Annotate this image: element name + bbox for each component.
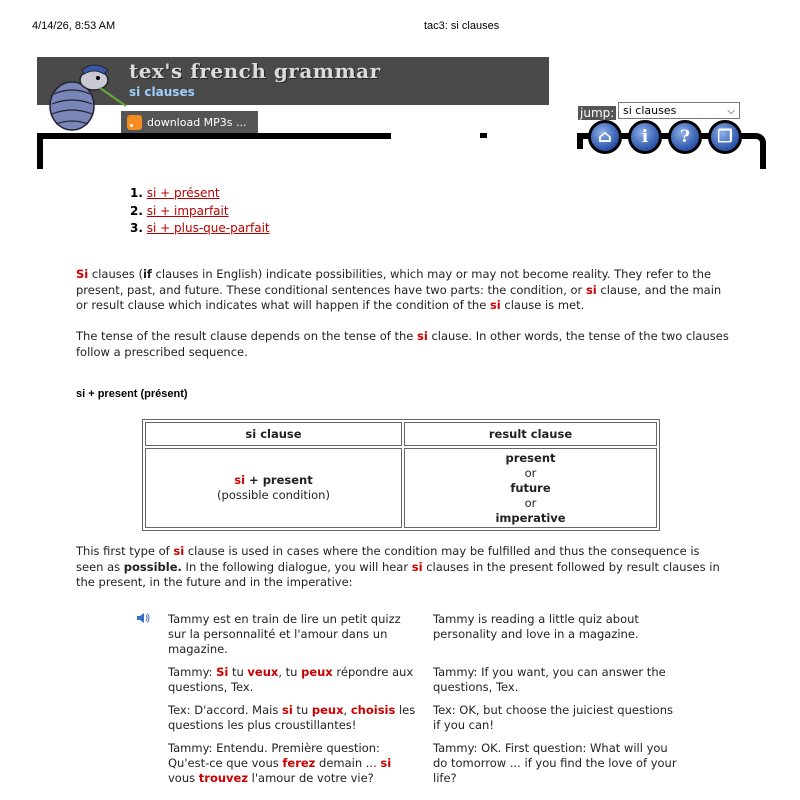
- table-header-result-clause: result clause: [404, 422, 657, 446]
- toc-link-si-plus-que-parfait[interactable]: si + plus-que-parfait: [146, 221, 270, 235]
- explanation-paragraph: This first type of si clause is used in cases where the condition may be fulfilled and thus the consequence is seen as possible. In the following dialogue, you will hear si clauses in the present followed by result clauses in the present, in the future and in the imperative:: [76, 544, 720, 589]
- table-cell-result-clause: present or future or imperative: [404, 448, 657, 528]
- site-brand: tex's french grammar: [129, 59, 381, 83]
- info-icon[interactable]: i: [628, 120, 662, 154]
- frame-right-tick: [577, 133, 583, 149]
- dialogue-english: Tammy: If you want, you can answer the questions, Tex.: [433, 665, 666, 694]
- dialogue-french: Tammy: Si tu veux, tu peux répondre aux questions, Tex.: [168, 665, 414, 694]
- dialogue-english: Tex: OK, but choose the juiciest questions if you can!: [433, 703, 673, 732]
- toc-link-si-present[interactable]: si + présent: [146, 186, 220, 200]
- rss-icon: [127, 115, 142, 130]
- jump-selected: si clauses: [623, 104, 677, 117]
- home-icon[interactable]: ⌂: [588, 120, 622, 154]
- print-date: 4/14/26, 8:53 AM: [32, 20, 116, 32]
- toc-item: 2. si + imparfait: [130, 203, 229, 218]
- section-heading-si-present: si + present (présent): [76, 388, 188, 400]
- dialogue-row: [168, 665, 688, 703]
- dialogue-french: Tex: D'accord. Mais si tu peux, choisis les questions les plus croustillantes!: [168, 703, 416, 732]
- frame-top-left: [37, 133, 391, 139]
- dialogue-french: Tammy: Entendu. Première question: Qu'est-ce que vous ferez demain ... si vous trouvez l'amour de votre vie?: [168, 741, 392, 785]
- download-mp3s-button[interactable]: [121, 111, 258, 133]
- print-title: tac3: si clauses: [424, 20, 500, 32]
- dialogue-row: [168, 741, 688, 791]
- print-header: [0, 20, 800, 34]
- intro-paragraph-2: The tense of the result clause depends on the tense of the si clause. In other words, the tense of the two clauses follow a prescribed sequence.: [76, 329, 729, 359]
- toc-item: 3. si + plus-que-parfait: [130, 221, 270, 235]
- jump-select[interactable]: [618, 102, 740, 119]
- dialogue-english: Tammy: OK. First question: What will you do tomorrow ... if you find the love of your life?: [433, 741, 677, 785]
- dialogue-row: [168, 612, 688, 665]
- dialogue-row: [168, 703, 688, 741]
- page-subtitle: si clauses: [129, 85, 195, 99]
- help-icon[interactable]: ?: [668, 120, 702, 154]
- dialogue: [168, 612, 688, 791]
- dialogue-french: Tammy est en train de lire un petit quizz sur la personnalité et l'amour dans un magazine.: [168, 612, 401, 656]
- chevron-down-icon: ⌵: [727, 106, 735, 117]
- dialogue-english: Tammy is reading a little quiz about personality and love in a magazine.: [433, 612, 639, 641]
- table-header-si-clause: si clause: [145, 422, 402, 446]
- speaker-icon[interactable]: [136, 612, 150, 624]
- intro-paragraph-1: Si clauses (if clauses in English) indicate possibilities, which may or may not become reality. They refer to the present, past, and future. These conditional sentences have two parts: the condition, or si clause, and the main or result clause which indicates what will happen if the condition of the si clause is met.: [76, 267, 722, 312]
- armadillo-mascot-icon: [38, 58, 128, 136]
- table-cell-si-clause: si + present (possible condition): [145, 448, 402, 528]
- jump-label: jump:: [580, 106, 615, 120]
- toc-item: 1. si + présent: [130, 186, 220, 200]
- toc-link-si-imparfait[interactable]: si + imparfait: [146, 203, 229, 218]
- table-of-contents: [130, 186, 270, 239]
- download-label: download MP3s ...: [147, 115, 247, 129]
- pages-icon[interactable]: ❐: [708, 120, 742, 154]
- tense-table: [142, 419, 660, 531]
- frame-left-corner: [37, 133, 43, 169]
- frame-dash: [480, 133, 487, 138]
